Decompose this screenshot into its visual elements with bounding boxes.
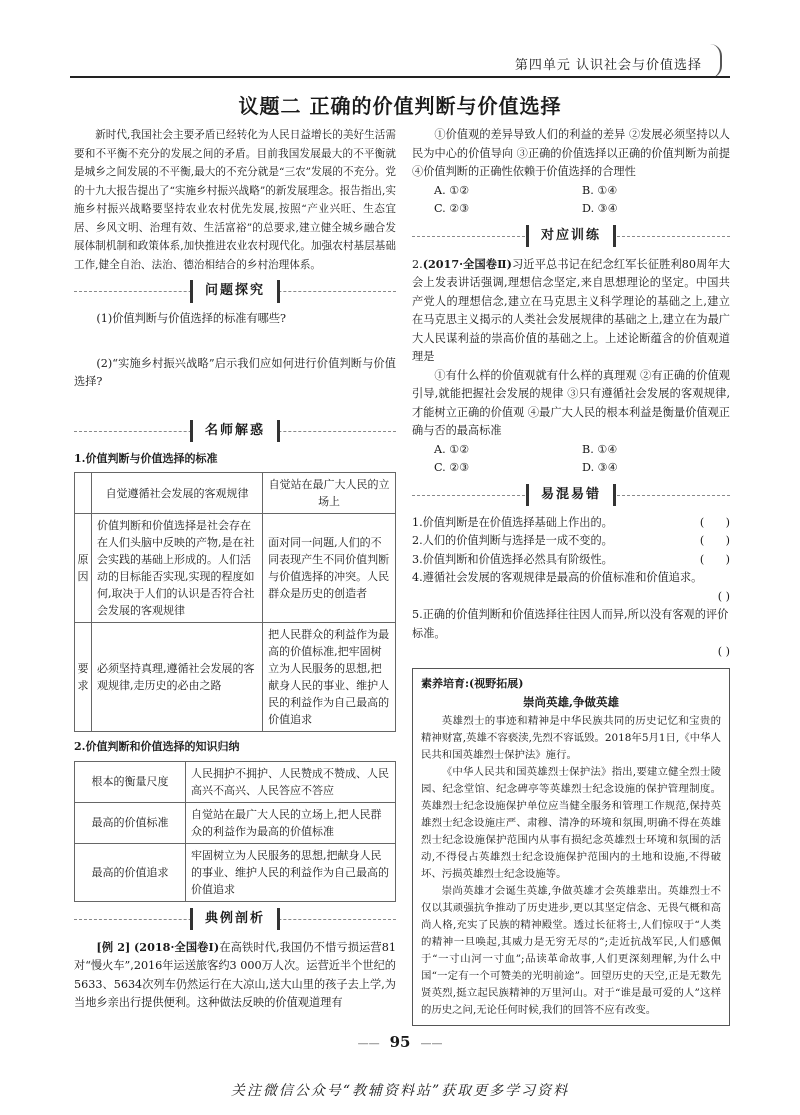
row-label-reason: 原因 (75, 514, 92, 623)
answer-blank: ( ) (699, 552, 730, 566)
box-paragraph: 《中华人民共和国英雄烈士保护法》指出,要建立健全烈士陵园、纪念堂馆、纪念碑亭等英雄烈士纪念设施的保护管理制度。英雄烈士纪念设施保护单位应当健全服务和管理工作规范,保持英雄烈士纪念设施庄严、肃穆、清净的环境和氛围,明确不得在英雄烈士纪念设施保护范围内从事有损纪念英雄烈士环境和氛围的活动,不得侵占英雄烈士纪念设施保护范围内的土地和设施,不得破坏、污损英雄烈士纪念设施等。 (421, 765, 721, 880)
example-label: [例 2] (96, 939, 131, 954)
header-rule (70, 76, 730, 78)
explore-question-2: (2)“实施乡村振兴战略”启示我们应如何进行价值判断与价值选择? (74, 356, 396, 388)
table-cell-value: 人民拥护不拥护、人民赞成不赞成、人民高兴不高兴、人民答应不答应 (186, 761, 396, 802)
answer-blank: ( ) (717, 589, 730, 603)
box-paragraph: 崇尚英雄才会诞生英雄,争做英雄才会英雄辈出。英雄烈士不仅以其顽强抗争推动了历史进步,更以其坚定信念、无畏气概和高尚人格,充实了民族的精神殿堂。透过长征将士,人们惊叹于“人类的精神一旦唤起,其威力是无穷无尽的”;走近抗战军民,人们感佩于“一寸山河一寸血”;品读革命故事,人们更深刻理解,为什么中国“一定有一个可赞美的光明前途”。回望历史的天空,正是无数先贤英烈,挺立起民族精神的万里河山。对于“谁是最可爱的人”这样的历史之问,无论任何时候,我们的回答不应有改变。 (421, 884, 721, 1016)
true-false-item (412, 532, 730, 551)
tf-statement: 2.人们的价值判断与选择是一成不变的。 (412, 534, 613, 547)
example-source: (2018·全国卷Ⅰ) (134, 939, 220, 954)
training-choice-list (412, 441, 730, 478)
choice-d: D. ③④ (582, 461, 618, 474)
training-source: (2017·全国卷Ⅱ) (422, 256, 512, 271)
choice-b: B. ①④ (582, 183, 618, 197)
intro-paragraph: 新时代,我国社会主要矛盾已经转化为人民日益增长的美好生活需要和不平衡不充分的发展之间的矛盾。目前我国发展最大的不平衡就是城乡之间发展的不平衡,最大的不充分就是“三农”发展的不充分。党的十九大报告提出了“实施乡村振兴战略”的新发展理念。报告指出,实施乡村振兴战略要坚持农业农村优先发展,按照“产业兴旺、生态宜居、乡风文明、治理有效、生活富裕”的总要求,建立健全城乡融合发展体制机制和政策体系,加快推进农业农村现代化。加强农村基层基础工作,健全自治、法治、德治相结合的乡村治理体系。 (74, 129, 396, 271)
true-false-item (412, 569, 730, 606)
training-options-text: ①有什么样的价值观就有什么样的真理观 ②有正确的价值观引导,就能把握社会发展的规律 ③只有遵循社会发展的客观规律,才能树立正确的价值观 ④最广大人民的根本利益是衡量价值观正确与否的最高标准 (412, 368, 730, 437)
example-text: 在高铁时代,我国仍不惜亏损运营81对“慢火车”,2016年运送旅客约3 000万人次。运营近半个世纪的5633、5634次列车仍然运行在大凉山,送大山里的孩子去上学,为当地乡亲出行提供便利。这种做法反映的价值观道理有 (74, 940, 396, 1009)
answer-blank: ( ) (717, 645, 730, 658)
choice-a: A. ①② (434, 442, 470, 456)
table-row (75, 802, 396, 843)
table-row (75, 843, 396, 901)
box-header: 素养培育:(视野拓展) (421, 676, 524, 690)
true-false-item (412, 606, 730, 662)
page-number: —— 95 —— (0, 1033, 800, 1051)
confusion-heading: 易混易错 (526, 484, 616, 507)
section-heading-explore (74, 280, 396, 302)
table-corner-cell (75, 473, 92, 514)
box-paragraph: 英雄烈士的事迹和精神是中华民族共同的历史记忆和宝贵的精神财富,英雄不容亵渎,先烈不容诋毁。2018年5月1日,《中华人民共和国英雄烈士保护法》施行。 (421, 714, 721, 761)
table-cell: 面对同一问题,人们的不同表现产生不同价值判断与价值选择的冲突。人民群众是历史的创造者 (263, 514, 396, 623)
choice-a: A. ①② (434, 183, 470, 197)
section-heading-confusion (412, 484, 730, 506)
page-header (70, 44, 730, 78)
choice-d: D. ③④ (582, 202, 618, 215)
true-false-item (412, 514, 730, 533)
table-cell: 把人民群众的利益作为最高的价值标准,把牢固树立为人民服务的思想,把献身人民的事业、维护人民的利益作为自己最高的价值追求 (263, 623, 396, 732)
training-text: 习近平总书记在纪念红军长征胜利80周年大会上发表讲话强调,理想信念坚定,来自思想理论的坚定。中国共产党人的理想信念,建立在马克思主义科学理论的基础之上,建立在马克思主义揭示的人类社会发展规律的基础之上,建立在为最广大人民谋利益的崇高价值的基础之上。上述论断蕴含的价值观道理是 (412, 257, 730, 363)
table-cell-key: 最高的价值追求 (75, 843, 186, 901)
tf-statement: 3.价值判断和价值选择必然具有阶级性。 (412, 552, 613, 566)
answer-blank: ( ) (699, 515, 730, 529)
summary-table (74, 761, 396, 902)
training-question (412, 255, 730, 367)
table-header-cell: 自觉站在最广大人民的立场上 (263, 473, 396, 514)
left-column (74, 126, 396, 1013)
header-curve-decoration (710, 44, 722, 78)
table-row (75, 623, 396, 732)
box-title: 崇尚英雄,争做英雄 (522, 694, 619, 709)
choice-c: C. ②③ (434, 461, 470, 474)
explore-heading: 问题探究 (190, 280, 280, 303)
choice-b: B. ①④ (582, 442, 618, 456)
table-header-cell: 自觉遵循社会发展的客观规律 (92, 473, 263, 514)
section-heading-teacher (74, 420, 396, 442)
right-column (412, 126, 730, 1026)
answer-blank: ( ) (699, 534, 730, 547)
table-row (75, 514, 396, 623)
unit-label: 第四单元 认识社会与价值选择 (514, 58, 702, 73)
true-false-item (412, 551, 730, 570)
training-heading: 对应训练 (526, 225, 616, 248)
tf-statement: 1.价值判断是在价值选择基础上作出的。 (412, 515, 613, 529)
page-title: 议题二 正确的价值判断与价值选择 (238, 94, 562, 118)
example-options-text: ①价值观的差异导致人们的利益的差异 ②发展必须坚持以人民为中心的价值导向 ③正确的价值选择以正确的价值判断为前提 ④价值判断的正确性依赖于价值选择的合理性 (412, 128, 730, 178)
teacher-heading: 名师解惑 (190, 420, 280, 443)
table-cell: 必须坚持真理,遵循社会发展的客观规律,走历史的必由之路 (92, 623, 263, 732)
table-row (75, 761, 396, 802)
teacher-subheading-1: 1.价值判断与价值选择的标准 (74, 451, 218, 465)
table-cell-value: 牢固树立为人民服务的思想,把献身人民的事业、维护人民的利益作为自己最高的价值追求 (186, 843, 396, 901)
example-heading: 典例剖析 (190, 908, 280, 931)
table-cell: 价值判断和价值选择是社会存在在人们头脑中反映的产物,是在社会实践的基础上形成的。人们活动的目标能否实现,实现的程度如何,取决于人们的认识是否符合社会发展的客观规律 (92, 514, 263, 623)
section-heading-example (74, 908, 396, 930)
extension-reading-box (412, 668, 730, 1026)
example-choice-list (412, 182, 730, 219)
table-cell-value: 自觉站在最广大人民的立场上,把人民群众的利益作为最高的价值标准 (186, 802, 396, 843)
explore-question-1: (1)价值判断与价值选择的标准有哪些? (96, 312, 287, 325)
standards-table (74, 472, 396, 732)
example-question (74, 938, 396, 1013)
training-label: 2. (412, 257, 423, 271)
table-cell-key: 根本的衡量尺度 (75, 761, 186, 802)
row-label-requirement: 要求 (75, 623, 92, 732)
tf-statement: 4.遵循社会发展的客观规律是最高的价值标准和价值追求。 (412, 571, 703, 584)
choice-c: C. ②③ (434, 202, 470, 215)
table-row (75, 473, 396, 514)
teacher-subheading-2: 2.价值判断和价值选择的知识归纳 (74, 740, 240, 753)
tf-statement: 5.正确的价值判断和价值选择往往因人而异,所以没有客观的评价标准。 (412, 608, 729, 640)
footer-note: 关注微信公众号“教辅资料站”获取更多学习资料 (230, 1083, 570, 1099)
section-heading-training (412, 225, 730, 247)
table-cell-key: 最高的价值标准 (75, 802, 186, 843)
